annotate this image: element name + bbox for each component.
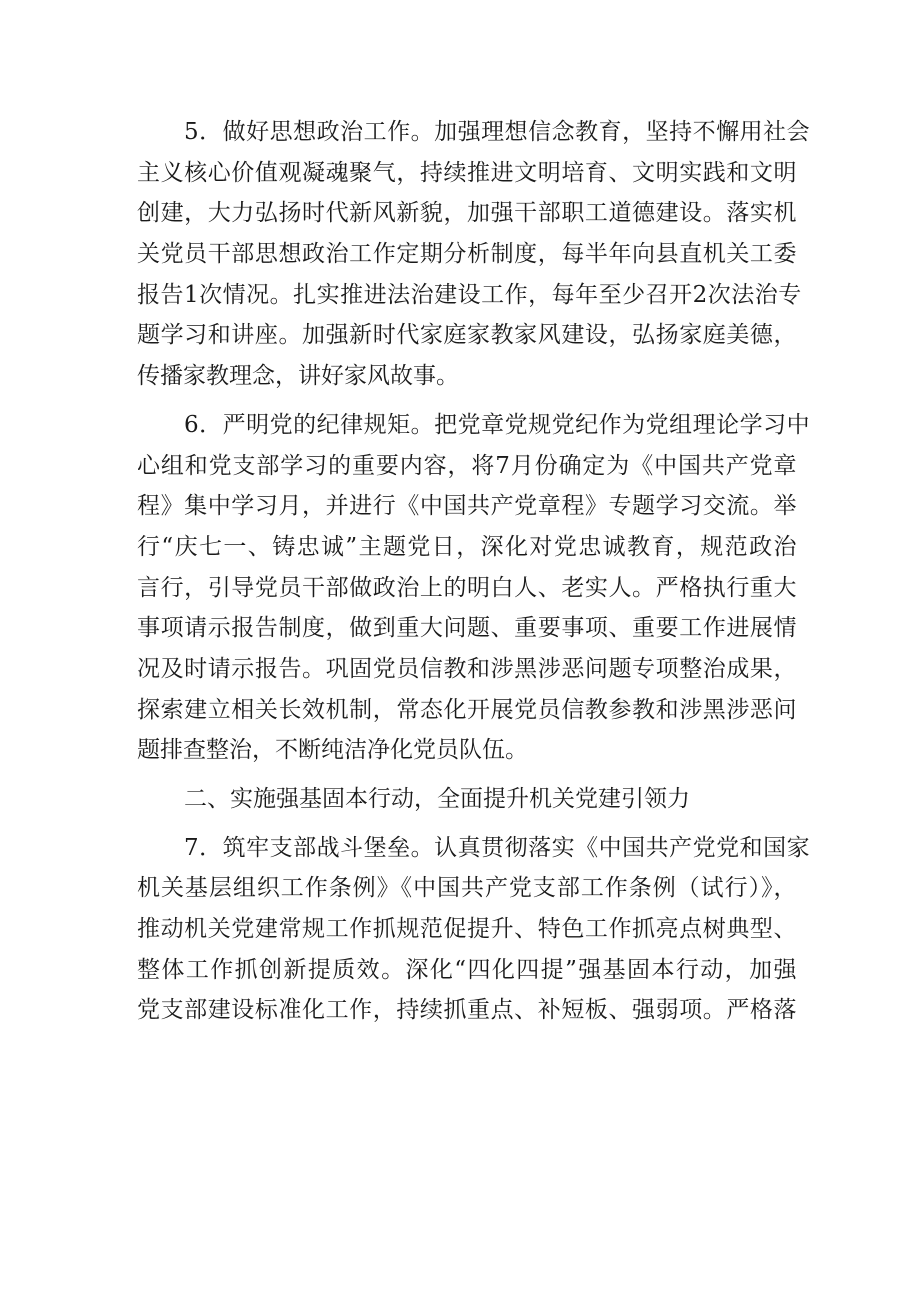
text-line: 创建，大力弘扬时代新风新貌，加强干部职工道德建设。落实机 <box>137 200 797 227</box>
text-line: 事项请示报告制度，做到重大问题、重要事项、重要工作进展情 <box>137 615 797 642</box>
text-line: 推动机关党建常规工作抓规范促提升、特色工作抓亮点树典型、 <box>137 916 797 943</box>
text-line: 机关基层组织工作条例》《中国共产党支部工作条例（试行）》， <box>137 875 797 902</box>
text-line: 7．筑牢支部战斗堡垒。认真贯彻落实《中国共产党党和国家 <box>184 834 811 861</box>
section-heading <box>137 779 797 820</box>
text-line: 程》集中学习月，并进行《中国共产党章程》专题学习交流。举 <box>137 493 797 520</box>
text-line: 党支部建设标准化工作，持续抓重点、补短板、强弱项。严格落 <box>137 997 797 1024</box>
text-line: 关党员干部思想政治工作定期分析制度，每半年向县直机关工委 <box>137 241 797 268</box>
text-line: 心组和党支部学习的重要内容，将7月份确定为《中国共产党章 <box>137 452 797 479</box>
paragraph-party-discipline <box>137 405 811 771</box>
document-body <box>137 112 811 1031</box>
text-line: 况及时请示报告。巩固党员信教和涉黑涉恶问题专项整治成果， <box>137 655 797 682</box>
text-line: 题排查整治，不断纯洁净化党员队伍。 <box>137 737 528 764</box>
text-line: 5．做好思想政治工作。加强理想信念教育，坚持不懈用社会 <box>184 119 811 145</box>
paragraph-thought-political-work <box>137 112 811 397</box>
paragraph-branch-fortress <box>137 828 811 1031</box>
text-line: 整体工作抓创新提质效。深化“四化四提”强基固本行动，加强 <box>137 956 797 983</box>
text-line: 主义核心价值观凝魂聚气，持续推进文明培育、文明实践和文明 <box>137 159 797 186</box>
text-line: 传播家教理念，讲好家风故事。 <box>137 363 459 390</box>
text-line: 6．严明党的纪律规矩。把党章党规党纪作为党组理论学习中 <box>184 411 811 438</box>
text-line: 题学习和讲座。加强新时代家庭家教家风建设，弘扬家庭美德， <box>137 322 797 349</box>
text-line: 言行，引导党员干部做政治上的明白人、老实人。严格执行重大 <box>137 574 797 601</box>
text-line: 行“庆七一、铸忠诚”主题党日，深化对党忠诚教育，规范政治 <box>137 533 797 560</box>
section-heading-text: 二、实施强基固本行动，全面提升机关党建引领力 <box>184 786 690 812</box>
text-line: 探索建立相关长效机制，常态化开展党员信教参教和涉黑涉恶问 <box>137 696 797 723</box>
text-line: 报告1次情况。扎实推进法治建设工作，每年至少召开2次法治专 <box>137 281 802 308</box>
